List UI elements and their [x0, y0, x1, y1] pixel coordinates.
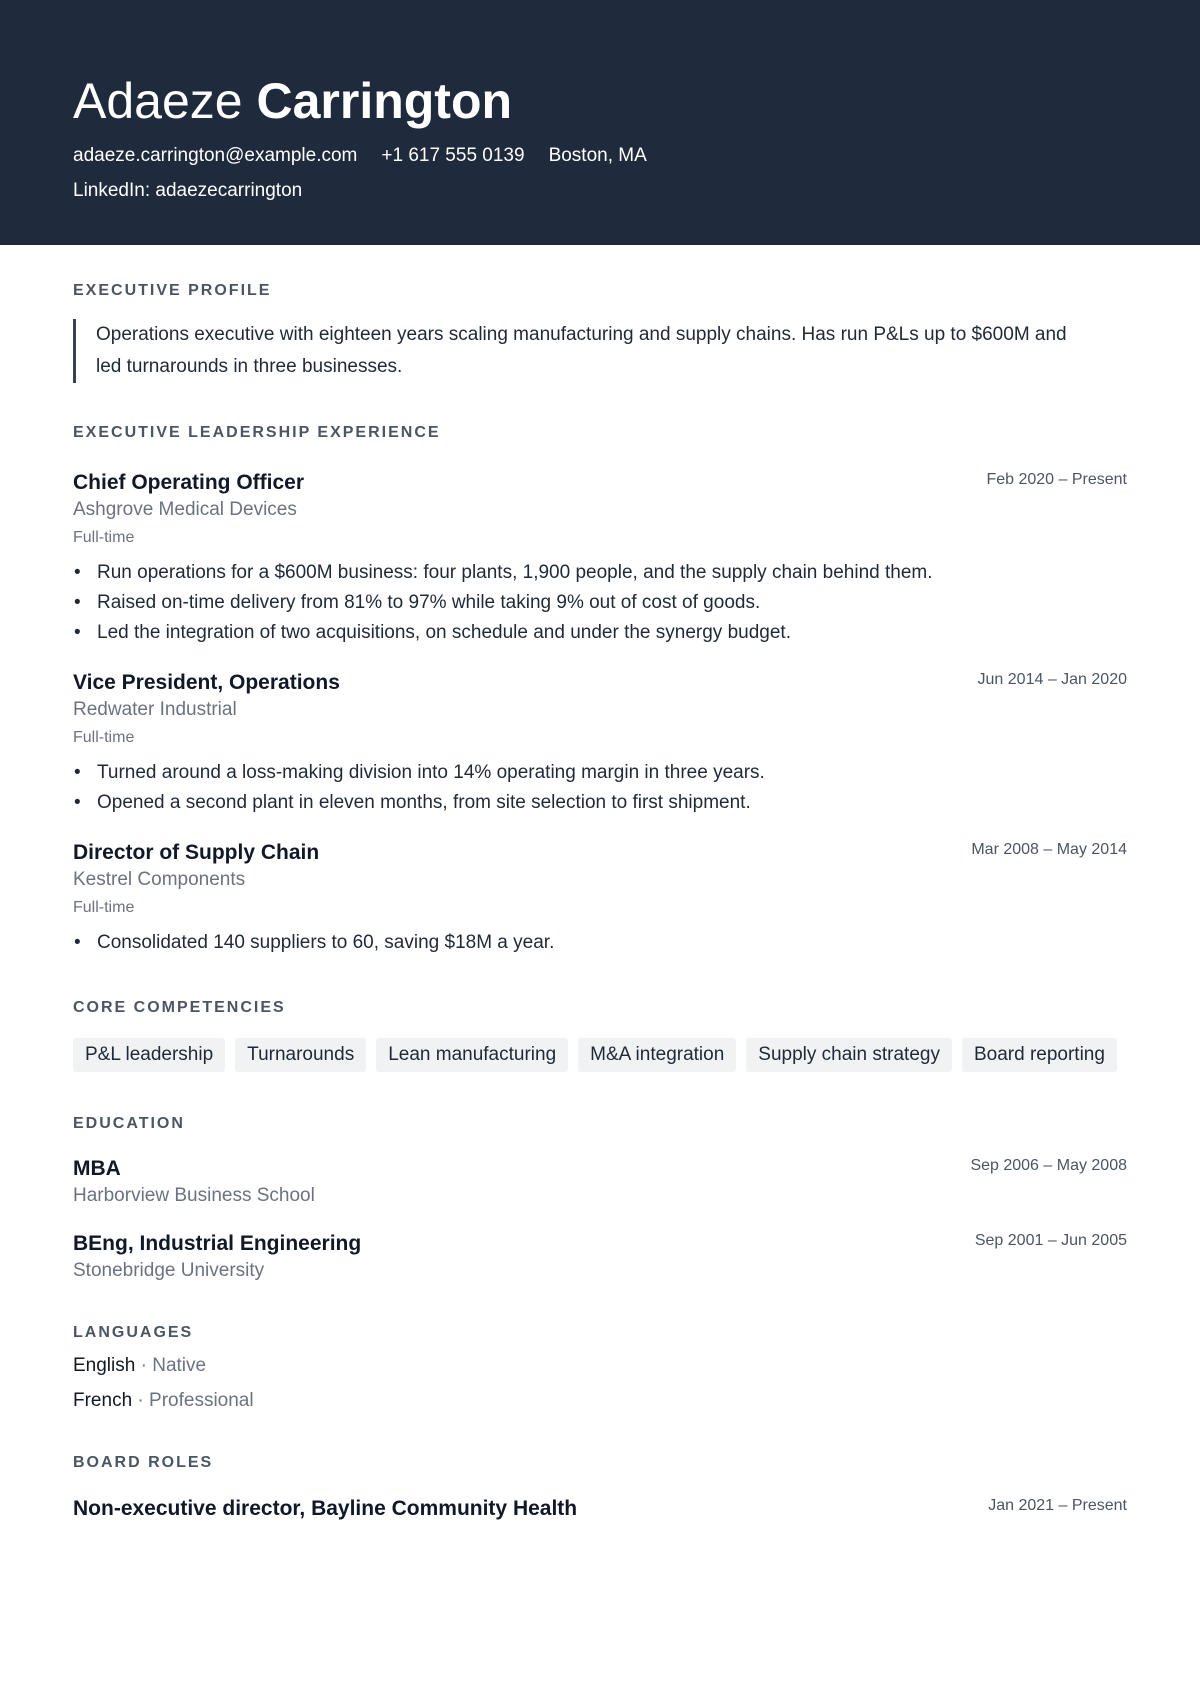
candidate-name	[73, 68, 1127, 134]
section-title-board-roles: BOARD ROLES	[73, 1454, 214, 1471]
section-title-profile: EXECUTIVE PROFILE	[73, 282, 272, 299]
first-name: Adaeze	[73, 73, 243, 129]
job-bullet: • Consolidated 140 suppliers to 60, saving $18M a year.	[73, 928, 1127, 958]
job-title: Director of Supply Chain	[73, 841, 320, 864]
profile-text: Operations executive with eighteen years scaling manufacturing and supply chains. Has run P&Ls up to $600M and led turnarounds in three businesses.	[73, 319, 1086, 383]
education-entry	[73, 1230, 1127, 1283]
education-entry	[73, 1155, 1127, 1208]
job-entry	[73, 469, 1127, 648]
board-role-dates: Jan 2021 – Present	[988, 1497, 1127, 1514]
section-title-experience: EXECUTIVE LEADERSHIP EXPERIENCE	[73, 424, 441, 441]
job-dates: Feb 2020 – Present	[986, 471, 1127, 488]
job-bullet: • Led the integration of two acquisitions, on schedule and under the synergy budget.	[73, 618, 1127, 648]
job-bullets	[73, 758, 1127, 818]
contact-line	[73, 143, 1127, 169]
competencies-section	[73, 998, 1127, 1083]
job-company: Ashgrove Medical Devices	[73, 499, 297, 520]
language-item: French · Professional	[73, 1390, 254, 1411]
section-title-languages: LANGUAGES	[73, 1324, 194, 1341]
competency-chip: Supply chain strategy	[746, 1038, 952, 1072]
edu-dates: Sep 2001 – Jun 2005	[974, 1232, 1127, 1249]
job-bullets	[73, 558, 1127, 648]
job-entry	[73, 839, 1127, 958]
board-role-title: Non-executive director, Bayline Community Health	[73, 1497, 578, 1520]
competency-chip: Board reporting	[962, 1038, 1117, 1072]
profile-section	[73, 281, 1127, 383]
job-bullet: • Raised on-time delivery from 81% to 97% while taking 9% out of cost of goods.	[73, 588, 1127, 618]
job-bullet: • Turned around a loss-making division into 14% operating margin in three years.	[73, 758, 1127, 788]
section-title-education: EDUCATION	[73, 1115, 185, 1132]
competency-chip: Turnarounds	[235, 1038, 366, 1072]
job-bullet: • Run operations for a $600M business: four plants, 1,900 people, and the supply chain behind them.	[73, 558, 1127, 588]
job-entry	[73, 669, 1127, 818]
edu-school: Harborview Business School	[73, 1185, 315, 1206]
competency-chip: M&A integration	[578, 1038, 736, 1072]
edu-degree: MBA	[73, 1157, 121, 1180]
board-role-entry	[73, 1495, 1127, 1523]
section-title-competencies: CORE COMPETENCIES	[73, 999, 286, 1016]
job-company: Redwater Industrial	[73, 699, 237, 720]
language-level: Professional	[149, 1390, 254, 1411]
job-company: Kestrel Components	[73, 869, 246, 890]
job-type: Full-time	[73, 729, 135, 746]
competency-chip: P&L leadership	[73, 1038, 225, 1072]
email-link[interactable]: adaeze.carrington@example.com	[73, 145, 358, 166]
job-dates: Jun 2014 – Jan 2020	[977, 671, 1127, 688]
linkedin-link[interactable]: LinkedIn: adaezecarrington	[73, 180, 303, 201]
experience-section	[73, 423, 1127, 958]
job-type: Full-time	[73, 529, 135, 546]
job-title: Vice President, Operations	[73, 671, 340, 694]
language-name: English	[73, 1355, 136, 1376]
job-title: Chief Operating Officer	[73, 471, 305, 494]
job-bullet: • Opened a second plant in eleven months, from site selection to first shipment.	[73, 788, 1127, 818]
language-level: Native	[152, 1355, 207, 1376]
education-section	[73, 1114, 1127, 1283]
language-item: English · Native	[73, 1355, 207, 1376]
edu-degree: BEng, Industrial Engineering	[73, 1232, 362, 1255]
competency-chip: Lean manufacturing	[376, 1038, 568, 1072]
edu-dates: Sep 2006 – May 2008	[970, 1157, 1127, 1174]
resume-header	[0, 0, 1200, 245]
phone-number: +1 617 555 0139	[381, 145, 525, 166]
last-name: Carrington	[256, 73, 513, 129]
job-bullets	[73, 928, 1127, 958]
resume-body	[0, 245, 1200, 1523]
competency-chips	[73, 1038, 1127, 1083]
board-roles-section	[73, 1453, 1127, 1523]
edu-school: Stonebridge University	[73, 1260, 265, 1281]
languages-section	[73, 1323, 1127, 1413]
job-type: Full-time	[73, 899, 135, 916]
job-dates: Mar 2008 – May 2014	[971, 841, 1127, 858]
language-name: French	[73, 1390, 133, 1411]
location: Boston, MA	[548, 145, 647, 166]
